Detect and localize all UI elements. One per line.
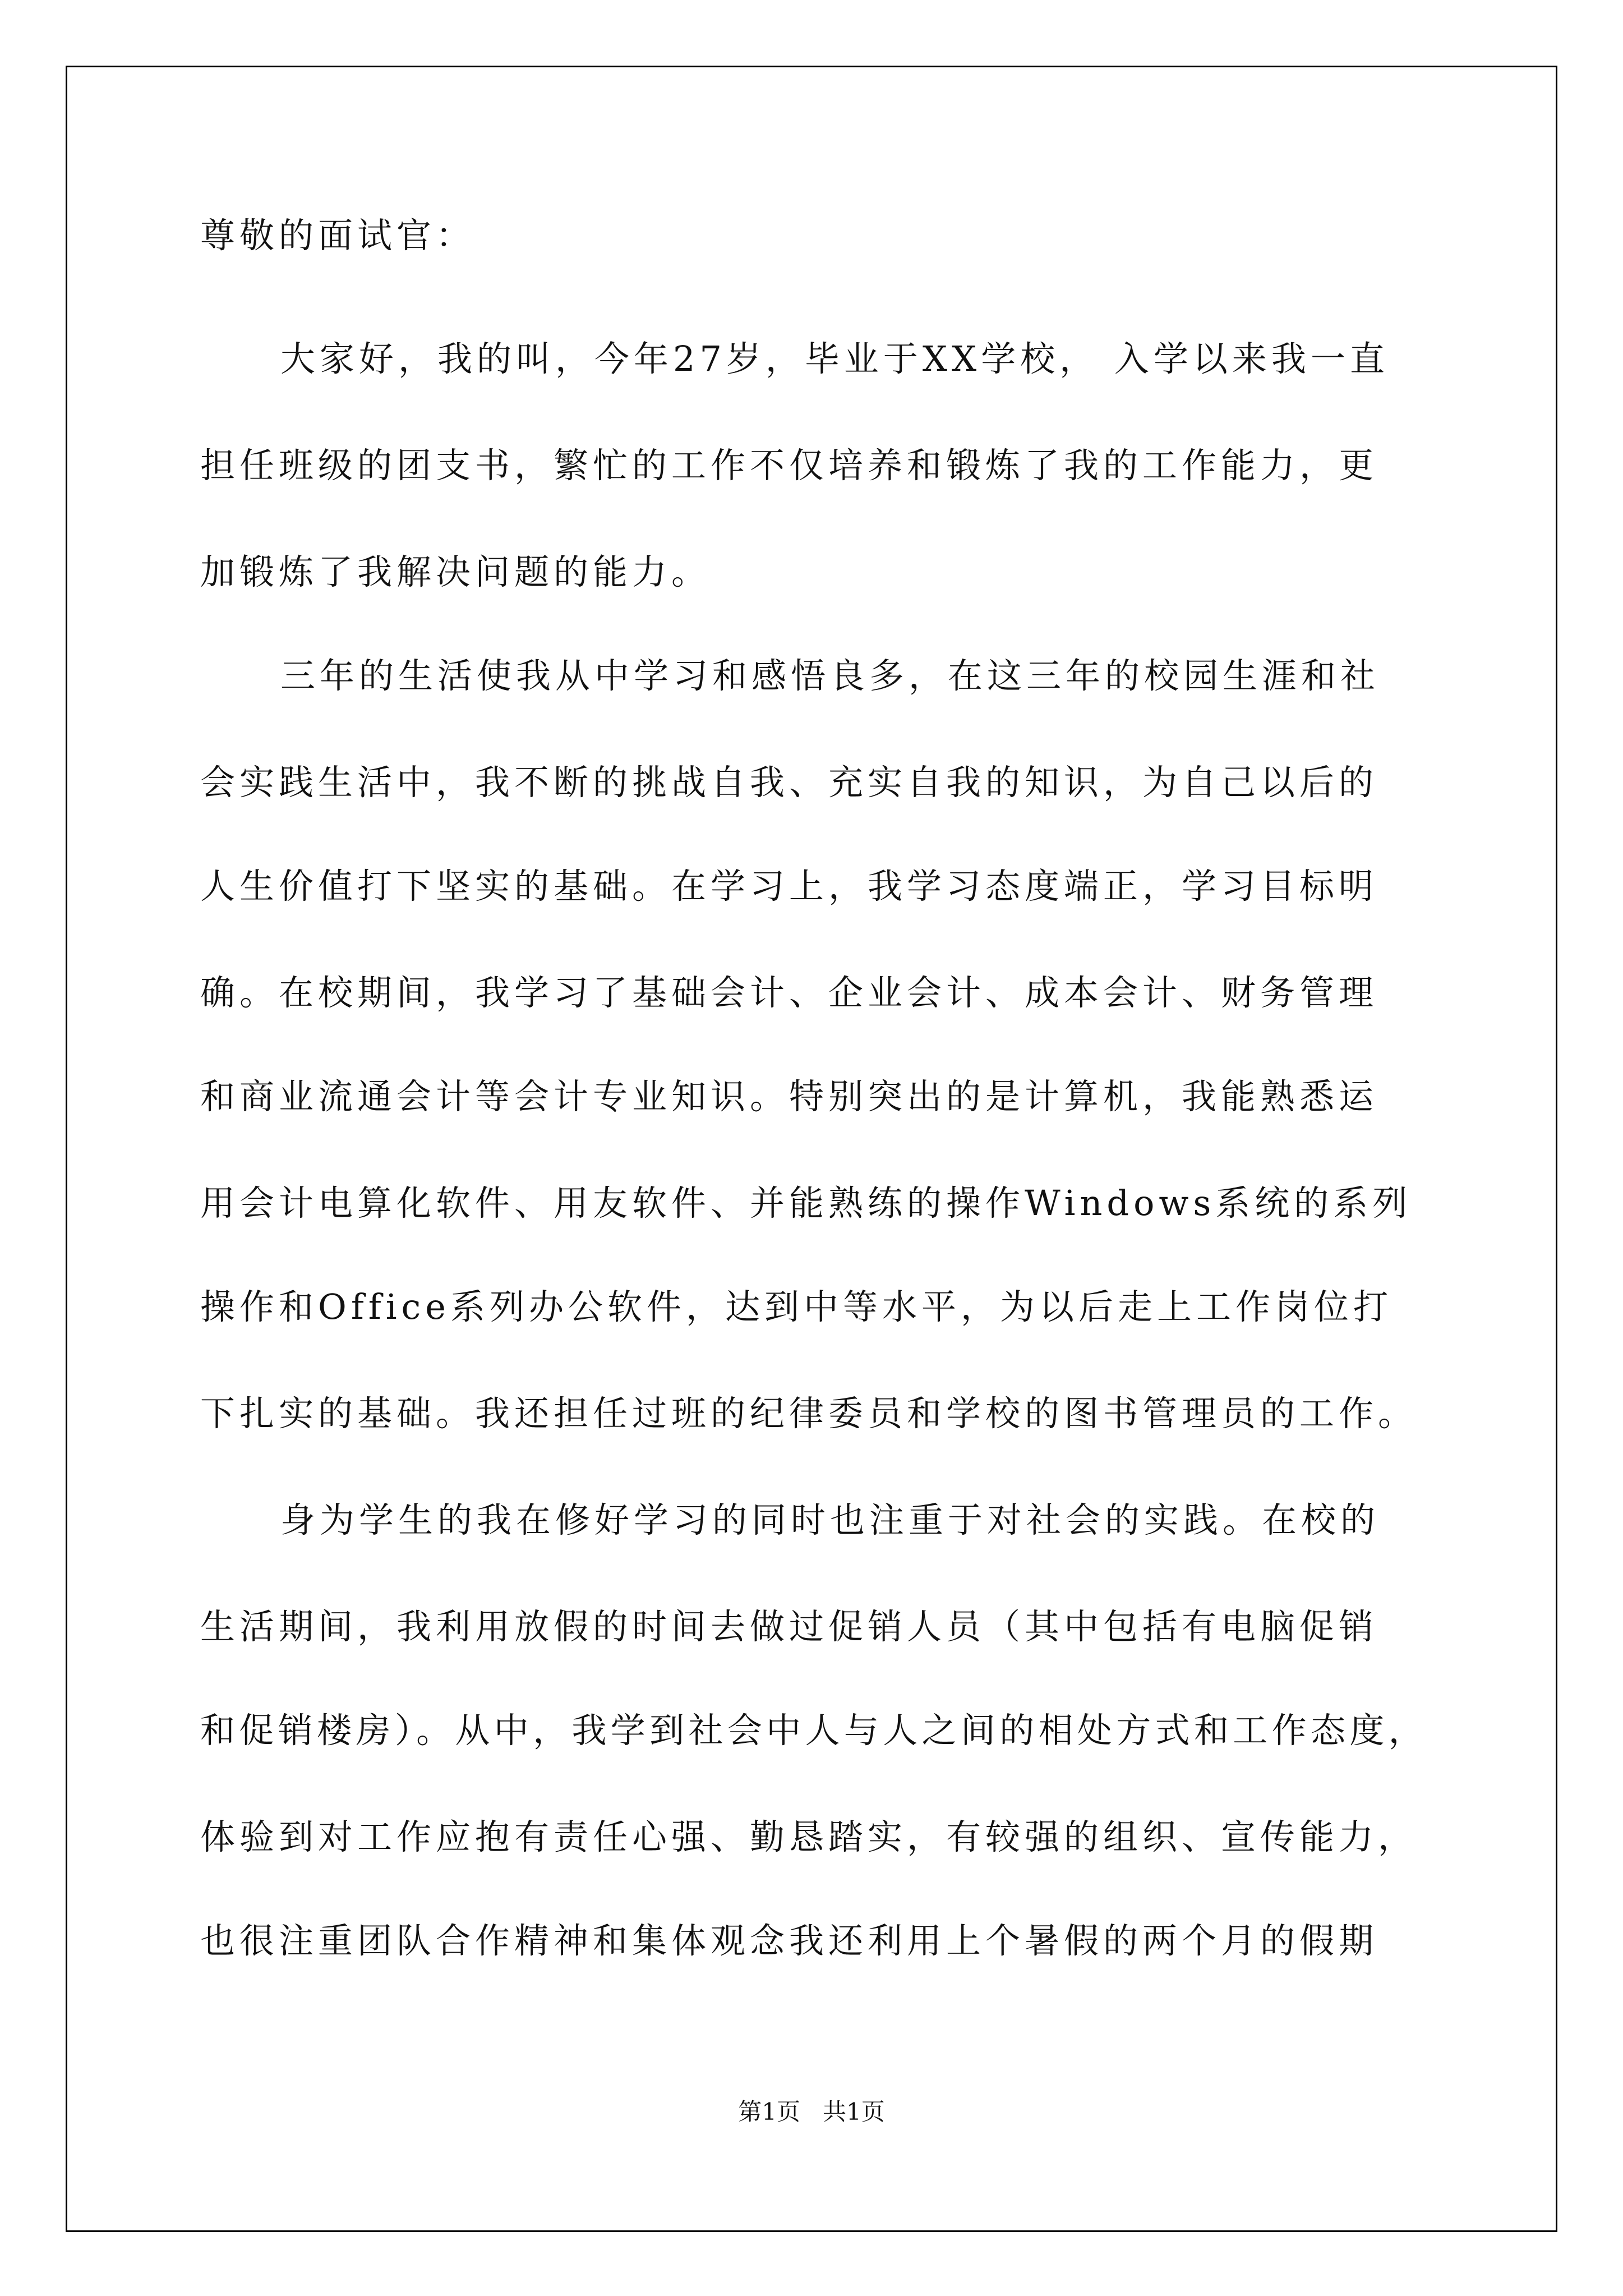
salutation-line: 尊敬的面试官： [200, 215, 476, 256]
page-footer: 第1页 共1页 [738, 2098, 885, 2125]
text-line: 体验到对工作应抱有责任心强、勤恳踏实，有较强的组织、宣传能力， [200, 1816, 1418, 1857]
text-line: 用会计电算化软件、用友软件、并能熟练的操作Windows系统的系列 [200, 1182, 1412, 1223]
text-line: 身为学生的我在修好学习的同时也注重于对社会的实践。在校的 [280, 1499, 1380, 1540]
text-line: 大家好，我的叫，今年27岁，毕业于XX学校， 入学以来我一直 [280, 338, 1389, 379]
text-line: 会实践生活中，我不断的挑战自我、充实自我的知识，为自己以后的 [200, 762, 1378, 803]
text-line: 人生价值打下坚实的基础。在学习上，我学习态度端正，学习目标明 [200, 866, 1378, 907]
page-border [66, 66, 1557, 2232]
text-line: 三年的生活使我从中学习和感悟良多，在这三年的校园生涯和社 [280, 655, 1380, 696]
text-line: 生活期间，我利用放假的时间去做过促销人员（其中包括有电脑促销 [200, 1606, 1378, 1647]
text-line: 加锻炼了我解决问题的能力。 [200, 551, 711, 592]
text-line: 也很注重团队合作精神和集体观念我还利用上个暑假的两个月的假期 [200, 1920, 1378, 1961]
text-line: 担任班级的团支书，繁忙的工作不仅培养和锻炼了我的工作能力，更 [200, 445, 1378, 486]
text-line: 确。在校期间，我学习了基础会计、企业会计、成本会计、财务管理 [200, 972, 1378, 1013]
text-line: 操作和Office系列办公软件，达到中等水平，为以后走上工作岗位打 [200, 1286, 1393, 1327]
text-line: 和商业流通会计等会计专业知识。特别突出的是计算机，我能熟悉运 [200, 1076, 1378, 1117]
text-line: 下扎实的基础。我还担任过班的纪律委员和学校的图书管理员的工作。 [200, 1393, 1418, 1434]
text-line: 和促销楼房）。从中，我学到社会中人与人之间的相处方式和工作态度， [200, 1710, 1428, 1751]
